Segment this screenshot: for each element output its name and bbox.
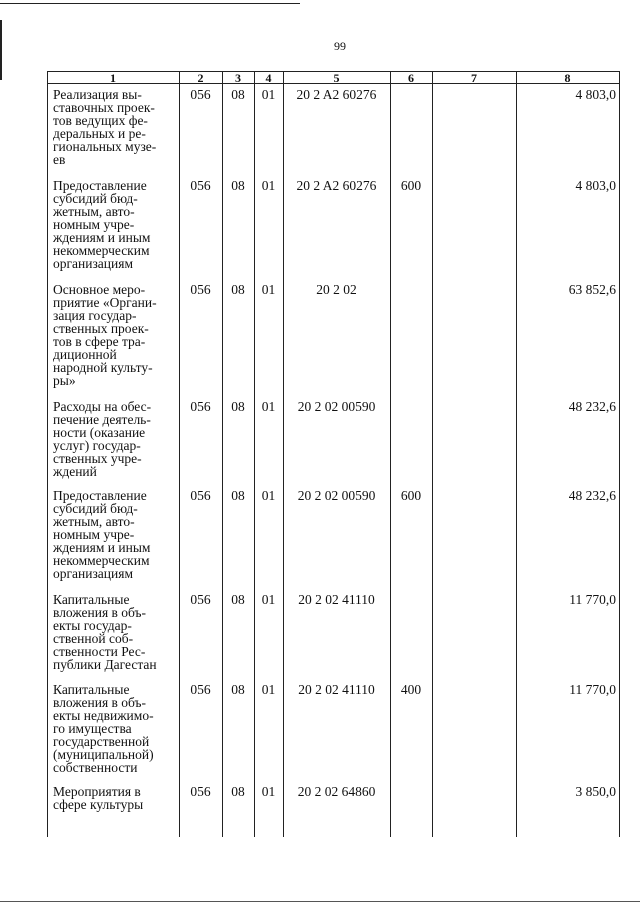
budget-table	[47, 71, 619, 837]
name-line: Предоставление	[53, 178, 147, 193]
target-article-code: 20 2 02 41110	[298, 592, 375, 607]
section-code: 08	[231, 784, 245, 799]
section-code: 08	[231, 488, 245, 503]
col-border-left	[47, 71, 48, 837]
section-code: 08	[231, 178, 245, 193]
name-line: ждениям и иным	[53, 230, 151, 245]
name-line: печение деятель-	[53, 412, 151, 427]
name-line: жетным, авто-	[53, 204, 135, 219]
target-article-code: 20 2 02 41110	[298, 682, 375, 697]
section-code: 08	[231, 399, 245, 414]
subsection-code: 01	[261, 87, 276, 102]
name-line: ственных учре-	[53, 451, 142, 466]
name-line: вложения в объ-	[53, 605, 147, 620]
header-col-7: 7	[471, 71, 477, 85]
header-col-8: 8	[564, 71, 571, 85]
subsection-code: 01	[261, 592, 276, 607]
row-name	[53, 400, 179, 478]
amount-value: 48 232,6	[568, 399, 616, 414]
target-article-code: 20 2 02 00590	[297, 488, 376, 503]
subsection-code: 01	[261, 488, 276, 503]
ministry-code: 056	[190, 682, 211, 697]
row-name	[53, 489, 179, 580]
name-line: организациям	[53, 566, 134, 581]
row-name	[53, 88, 179, 166]
name-line: услуг) государ-	[53, 438, 141, 453]
subsection-code: 01	[261, 682, 276, 697]
header-col-2: 2	[197, 71, 204, 85]
name-line: ственной соб-	[53, 631, 134, 646]
target-article-code: 20 2 02 00590	[297, 399, 376, 414]
header-col-6: 6	[408, 71, 414, 85]
name-line: государственной	[53, 734, 150, 749]
target-article-code: 20 2 02	[316, 282, 357, 297]
name-line: ственных проек-	[53, 321, 149, 336]
name-line: го имущества	[53, 721, 132, 736]
section-code: 08	[231, 87, 245, 102]
name-line: субсидий бюд-	[53, 501, 138, 516]
name-line: публики Дагестан	[53, 657, 157, 672]
ministry-code: 056	[190, 87, 211, 102]
target-article-code: 20 2 02 64860	[297, 784, 376, 799]
name-line: ждениям и иным	[53, 540, 151, 555]
expense-type-code: 600	[400, 178, 422, 193]
ministry-code: 056	[190, 488, 211, 503]
name-line: зация государ-	[53, 308, 137, 323]
name-line: ственности Рес-	[53, 644, 146, 659]
section-code: 08	[231, 282, 245, 297]
target-article-code: 20 2 A2 60276	[296, 87, 377, 102]
amount-value: 3 850,0	[575, 784, 616, 799]
name-line: собственности	[53, 760, 138, 775]
ministry-code: 056	[190, 784, 211, 799]
name-line: екты недвижимо-	[53, 708, 154, 723]
name-line: ждений	[53, 464, 97, 479]
expense-type-code: 400	[400, 682, 422, 697]
name-line: деральных и ре-	[53, 126, 146, 141]
amount-value: 4 803,0	[575, 87, 616, 102]
name-line: номным учре-	[53, 527, 135, 542]
row-name	[53, 785, 179, 811]
name-line: ности (оказание	[53, 425, 146, 440]
name-line: Расходы на обес-	[53, 399, 152, 414]
section-code: 08	[231, 682, 245, 697]
name-line: вложения в объ-	[53, 695, 147, 710]
name-line: (муниципальной)	[53, 747, 154, 762]
name-line: диционной	[53, 347, 117, 362]
name-line: ры»	[53, 373, 76, 388]
ministry-code: 056	[190, 399, 211, 414]
col-border-right	[619, 71, 620, 837]
header-col-1: 1	[110, 71, 116, 85]
row-name	[53, 179, 179, 270]
header-col-4: 4	[265, 71, 272, 85]
name-line: Предоставление	[53, 488, 147, 503]
name-line: ставочных проек-	[53, 100, 155, 115]
name-line: гиональных музе-	[53, 139, 157, 154]
name-line: Мероприятия в	[53, 784, 141, 799]
name-line: Капитальные	[53, 682, 130, 697]
name-line: Капитальные	[53, 592, 130, 607]
ministry-code: 056	[190, 592, 211, 607]
row-name	[53, 593, 179, 671]
name-line: организациям	[53, 256, 134, 271]
name-line: тов в сфере тра-	[53, 334, 146, 349]
amount-value: 11 770,0	[569, 682, 616, 697]
subsection-code: 01	[261, 282, 276, 297]
name-line: Реализация вы-	[53, 87, 142, 102]
name-line: Основное меро-	[53, 282, 146, 297]
amount-value: 4 803,0	[575, 178, 616, 193]
subsection-code: 01	[261, 399, 276, 414]
name-line: народной культу-	[53, 360, 153, 375]
header-col-5: 5	[333, 71, 340, 85]
name-line: тов ведущих фе-	[53, 113, 148, 128]
row-name	[53, 683, 179, 774]
amount-value: 63 852,6	[568, 282, 616, 297]
target-article-code: 20 2 A2 60276	[296, 178, 377, 193]
ministry-code: 056	[190, 282, 211, 297]
name-line: жетным, авто-	[53, 514, 135, 529]
header-col-3: 3	[235, 71, 241, 85]
row-name	[53, 283, 179, 387]
scan-edge-line-top	[0, 3, 300, 4]
name-line: номным учре-	[53, 217, 135, 232]
name-line: ев	[53, 152, 66, 167]
subsection-code: 01	[261, 784, 276, 799]
name-line: екты государ-	[53, 618, 132, 633]
ministry-code: 056	[190, 178, 211, 193]
subsection-code: 01	[261, 178, 276, 193]
section-code: 08	[231, 592, 245, 607]
scan-edge-line-bottom	[0, 901, 640, 902]
page-number: 99	[334, 39, 346, 53]
name-line: некоммерческим	[53, 553, 150, 568]
name-line: сфере культуры	[53, 797, 144, 812]
name-line: приятие «Органи-	[53, 295, 157, 310]
col-border-6	[432, 71, 433, 837]
expense-type-code: 600	[400, 488, 422, 503]
amount-value: 11 770,0	[569, 592, 616, 607]
name-line: субсидий бюд-	[53, 191, 138, 206]
amount-value: 48 232,6	[568, 488, 616, 503]
name-line: некоммерческим	[53, 243, 150, 258]
